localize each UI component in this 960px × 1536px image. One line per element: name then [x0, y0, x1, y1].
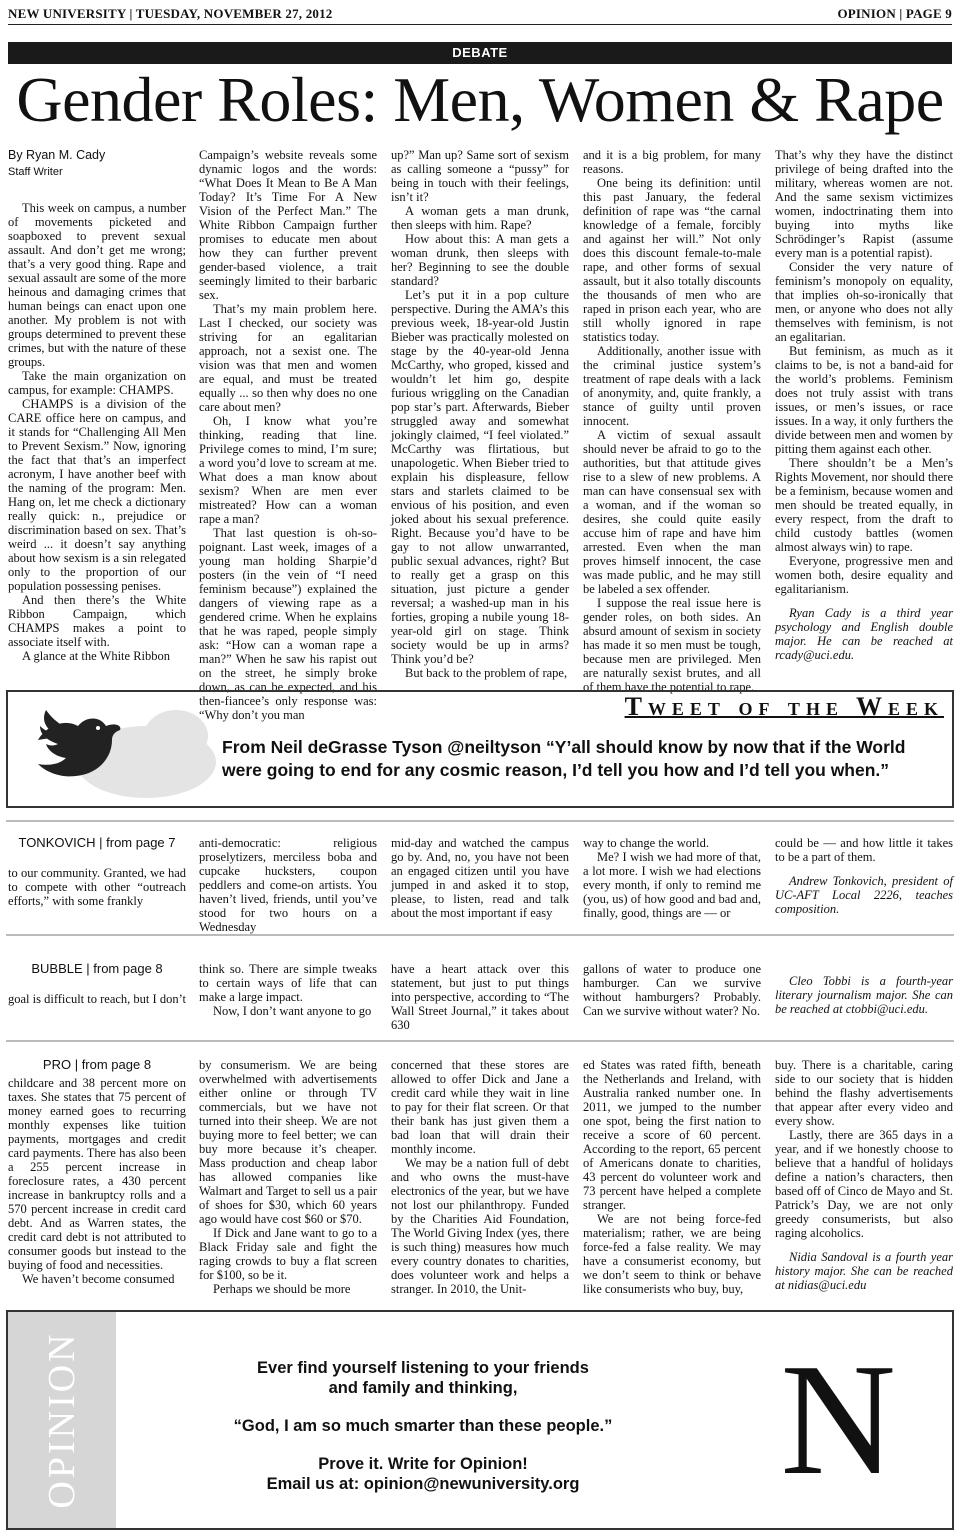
promo-text [138, 1358, 708, 1494]
tweet-of-the-week [6, 690, 954, 808]
pro-column-1 [8, 1058, 186, 1298]
paragraph: But back to the problem of rape, [405, 666, 568, 680]
byline: By Ryan M. Cady [8, 148, 106, 162]
paragraph: buy. There is a charitable, caring side to our society that is hidden behind the flashy advertisements that appear after every video and every show. [775, 1058, 953, 1128]
paragraph: But feminism, as much as it claims to be, is not a band-aid for the world’s problems. Feminism does not truly assist with trans issues, or men’s issues, or race issues. In a way, it only furthers the divide between men and women by pitting them against each other. [775, 344, 953, 456]
divider [6, 820, 954, 822]
article-column-3 [391, 148, 569, 680]
paragraph: That’s why they have the distinct privilege of being drafted into the military, whereas women are not. And the same sexism victimizes women, indoctrinating them into buying into myths like Schrödinger’s Rapist (assume every man is a potential rapist). [775, 148, 953, 260]
jump-head: BUBBLE | from page 8 [31, 961, 163, 976]
paragraph: We may be a nation full of debt and who owns the must-have electronics of the year, but we have not lost our philanthropy. Funded by the Charities Aid Foundation, The World Giving Index (yes, there is such thing) measures how much every country donates to charities, does volunteer work and helps a stranger. In 2010, the Unit- [391, 1156, 569, 1296]
page-folio [8, 6, 952, 26]
article-column-5 [775, 148, 953, 670]
section-label: DEBATE [8, 42, 952, 64]
paragraph: goal is difficult to reach, but I don’t [8, 992, 186, 1006]
paragraph: A woman gets a man drunk, then sleeps with him. Rape? [391, 204, 569, 232]
promo-quote: “God, I am so much smarter than these people.” [233, 1417, 613, 1435]
paragraph: Campaign’s website reveals some dynamic logos and the words: “What Does It Mean to Be A Man Today? It’s Time For A New Vision of the Perfect Man.” The White Ribbon Campaign further promises to educate men about how they can further prevent gender-based violence, a trait seemingly limited to their barbaric sex. [199, 148, 377, 302]
jump-head: PRO | from page 8 [42, 1057, 152, 1072]
paragraph: Take the main organization on campus, for example: CHAMPS. [8, 369, 186, 397]
author-bio: Andrew Tonkovich, president of UC-AFT Local 2226, teaches composition. [775, 874, 953, 916]
bubble-column-3 [391, 962, 569, 1032]
paragraph: to our community. Granted, we had to compete with other “outreach efforts,” with some frankly [8, 866, 186, 908]
bubble-column-2 [199, 962, 377, 1022]
paragraph: Lastly, there are 365 days in a year, and if we honestly choose to believe that a handful of holidays define a nation’s characters, then based off of Cinco de Mayo and St. Patrick’s Day, we are not only greedy consumerists, but also raging alcoholics. [775, 1128, 953, 1240]
paragraph: Everyone, progressive men and women both, desire equality and egalitarianism. [775, 554, 953, 596]
paragraph: There shouldn’t be a Men’s Rights Movement, nor should there be a feminism, because women and men should be treated equally, in every respect, from the draft to child custody battles (women almost always win) to rape. [775, 456, 953, 554]
staff-title: Staff Writer [8, 166, 63, 178]
paragraph: That last question is oh-so-poignant. Last week, images of a young man holding Sharpie’d posters (in the vein of “I need feminism because”) explained the dangers of viewing rape as a gendered crime. When he explains that he was raped, people simply ask: “How can a woman rape a man?” When he saw his rapist out on the street, he simply broke down, as can be expected, and his then-fiancee’s only response was: “Why don’t you man [199, 526, 377, 722]
tweet-text: From Neil deGrasse Tyson @neiltyson “Y’all should know by now that if the World were going to end for any cosmic reason, I’d tell you how and I’d tell you when.” [222, 737, 906, 780]
paragraph: We are not being force-fed materialism; rather, we are being force-fed a false reality. We may have a consumerist economy, but we don’t seem to think or behave like consumerists who buy, buy, [583, 1212, 761, 1296]
paragraph: have a heart attack over this statement, but just to put things into perspective, according to “The Wall Street Journal,” it takes about 630 [391, 962, 569, 1032]
bubble-column-1 [8, 962, 186, 1022]
bubble-column-4 [583, 962, 761, 1022]
paragraph: could be — and how little it takes to be a part of them. [775, 836, 953, 864]
article-column-4 [583, 148, 761, 694]
paragraph: up?” Man up? Same sort of sexism as calling someone a “pussy” for being in touch with their feelings, isn’t it? [391, 148, 569, 204]
divider [6, 934, 954, 936]
pro-column-5 [775, 1058, 953, 1298]
promo-side-label [8, 1312, 116, 1528]
author-bio: Ryan Cady is a third year psychology and English double major. He can be reached at rcady@uci.edu. [775, 606, 953, 662]
tonkovich-column-4 [583, 836, 761, 926]
pro-column-3 [391, 1058, 569, 1298]
paragraph: Additionally, another issue with the criminal justice system’s treatment of rape deals with a lack of anonymity, and, quite frankly, a stance of guilty until proven innocent. [583, 344, 761, 428]
paragraph: This week on campus, a number of movements picketed and soapboxed to prevent sexual assault. And don’t get me wrong; that’s a very good thing. Rape and sexual assault are some of the more heinous and damaging crimes that human beings can enact upon one another. My problem is not with groups determined to prevent these crimes, but with the nature of these groups. [8, 201, 186, 369]
article-column-1 [8, 148, 186, 670]
tonkovich-column-2 [199, 836, 377, 934]
paragraph: concerned that these stores are allowed to offer Dick and Jane a credit card while they wait in line to pay for their flat screen. Or that their bank has just given them a bad loan that will drain their monthly income. [391, 1058, 569, 1156]
paragraph: think so. There are simple tweaks to certain ways of life that can make a large impact. [199, 962, 377, 1004]
paragraph: by consumerism. We are being overwhelmed with advertisements either online or through TV commercials, but we have not turned into their sheep. We are not buying more to feel better; we can buy more because it’s cheaper. Mass production and cheap labor has allowed companies like Walmart and Target to sell us a pair of shoes for $30, which 60 years ago would have cost $60 or $70. [199, 1058, 377, 1226]
paragraph: Me? I wish we had more of that, a lot more. I wish we had elections every month, if only to remind me (you, us) of how good and bad and, finally, good, things are — or [583, 850, 761, 920]
paragraph: mid-day and watched the campus go by. And, no, you have not been an engaged citizen until you have jumped in and asked it to stop, please, to listen, read and talk about the most important if easy [391, 836, 569, 920]
article-column-2 [199, 148, 377, 722]
paragraph: One being its definition: until this past January, the federal definition of rape was “the carnal knowledge of a female, forcibly and against her will.” Not only does this discount female-to-male rape, and other forms of sexual assault, but it also totally discounts the thousands of men who are raped in prison each year, who are still wholly ignored in rape statistics today. [583, 176, 761, 344]
paragraph: A glance at the White Ribbon [22, 649, 170, 663]
promo-line: Ever find yourself listening to your friends [257, 1359, 589, 1377]
folio-date: NEW UNIVERSITY | TUESDAY, NOVEMBER 27, 2012 [8, 6, 333, 21]
paragraph: If Dick and Jane want to go to a Black Friday sale and fight the raging crowds to buy a flat screen for $100, so be it. [199, 1226, 377, 1282]
paragraph: I suppose the real issue here is gender roles, on both sides. An absurd amount of sexism in society has made it so men must be tough, because men are privileged. Men are naturally sexist brutes, and all of them have the potential to rape. [583, 596, 761, 694]
write-for-opinion-promo [6, 1310, 954, 1530]
paragraph: How about this: A man gets a woman drunk, then sleeps with her? Beginning to see the double standard? [391, 232, 569, 288]
paragraph: way to change the world. [583, 836, 710, 850]
pro-column-2 [199, 1058, 377, 1298]
paragraph: We haven’t become consumed [22, 1272, 175, 1286]
author-bio: Nidia Sandoval is a fourth year history major. She can be reached at nidias@uci.edu [775, 1250, 953, 1292]
paragraph: gallons of water to produce one hamburger. Can we survive without hamburgers? Probably. Can we survive without water? No. [583, 962, 761, 1018]
paragraph: Now, I don’t want anyone to go [213, 1004, 372, 1018]
newspaper-logo: N [780, 1330, 896, 1508]
paragraph: Perhaps we should be more [213, 1282, 351, 1296]
side-label-text: OPINION [41, 1331, 83, 1509]
paragraph: anti-democratic: religious proselytizers, merciless boba and cupcake hucksters, coupon peddlers and come-on artists. You haven’t lived, friends, until you’ve stood for two hours on a Wednesday [199, 836, 377, 934]
tweet-title: Tweet of the Week [624, 692, 944, 721]
folio-rule [8, 24, 952, 25]
promo-email[interactable]: Email us at: opinion@newuniversity.org [266, 1475, 580, 1493]
tonkovich-column-1 [8, 836, 186, 926]
tonkovich-column-3 [391, 836, 569, 926]
headline: Gender Roles: Men, Women & Rape [16, 64, 944, 135]
twitter-bird-icon [16, 696, 216, 804]
paragraph: Let’s put it in a pop culture perspective. During the AMA’s this previous week, 18-year-old Justin Bieber was practically molested on stage by the 40-year-old Jenna McCarthy, who groped, kissed and wouldn’t let him go, despite furious wriggling on the Canadian pop star’s part. Afterwards, Bieber struggled away and somewhat jokingly claimed, “I feel violated.” McCarthy was flirtatious, but unapologetic. When Bieber tried to explain his displeasure, fellow stars and starlets claimed to be envious of his position, and even joked about his sexual preference. Right. Because you’d have to be gay to not allow unwarranted, public sexual advances, right? But to really get a grasp on this situation, just picture a gender reversal; a washed-up man in his forties, groping a nubile young 18-year-old girl on stage. Think society would be up in arms? Think you’d be? [391, 288, 569, 666]
tonkovich-column-5 [775, 836, 953, 926]
author-bio: Cleo Tobbi is a fourth-year literary journalism major. She can be reached at ctobbi@uci.edu. [775, 974, 953, 1016]
divider [6, 1040, 954, 1042]
paragraph: Oh, I know what you’re thinking, reading that line. Privilege comes to mind, I’m sure; a word you’d love to scream at me. What does a man know about sexism? When are men ever mistreated? How can a woman rape a man? [199, 414, 377, 526]
paragraph: A victim of sexual assault should never be afraid to go to the authorities, but that attitude gives rise to a slew of new problems. A man can have consensual sex with a woman, and if the woman so desires, she could quite easily accuse him of rape and have him arrested. Even when the man proves himself innocent, the case was made public, and he may still be labeled a sex offender. [583, 428, 761, 596]
paragraph: And then there’s the White Ribbon Campaign, which CHAMPS makes a point to associate itself with. [8, 593, 186, 649]
paragraph: Consider the very nature of feminism’s monopoly on equality, that implies oh-so-ironically that men, or anyone who does not ally themselves with feminism, is not an egalitarian. [775, 260, 953, 344]
pro-column-4 [583, 1058, 761, 1298]
jump-head: TONKOVICH | from page 7 [18, 835, 176, 850]
paragraph: ed States was rated fifth, beneath the Netherlands and Ireland, with Australia ranked number one. In 2011, we jumped to the number one spot, being the first nation to receive a score of 60 percent. According to the report, 65 percent of Americans donate to charities, 43 percent do volunteer work and 73 percent have helped a complete stranger. [583, 1058, 761, 1212]
promo-line: and family and thinking, [328, 1379, 518, 1397]
paragraph: and it is a big problem, for many reasons. [583, 148, 761, 176]
folio-page: OPINION | PAGE 9 [837, 6, 952, 21]
paragraph: That’s my main problem here. Last I checked, our society was striving for an egalitarian approach, not a sexist one. The vision was that men and women are equal, and must be treated equally ... so then why does no one care about men? [199, 302, 377, 414]
bubble-column-5 [775, 974, 953, 1024]
paragraph: CHAMPS is a division of the CARE office here on campus, and it stands for “Challenging All Men to Prevent Sexism.” Now, ignoring the fact that that’s an imperfect acronym, I have another beef with the naming of the program: Men. Hang on, let me check a dictionary really quick: n., prejudice or discrimination based on sex. That’s weird ... it doesn’t say anything about how sexism is a sin relegated only to the proportion of our population possessing penises. [8, 397, 186, 593]
promo-line: Prove it. Write for Opinion! [318, 1455, 528, 1473]
paragraph: childcare and 38 percent more on taxes. She states that 75 percent of money earned goes to recurring monthly expenses like tuition payments, mortgages and credit card payments. There has also been a 255 percent increase in foreclosure rates, a 430 percent increase in bankruptcy rolls and a 570 percent increase in credit card debt. And as Warren states, the credit card debt is not attributed to consumer goods but instead to the buying of food and necessities. [8, 1076, 186, 1272]
